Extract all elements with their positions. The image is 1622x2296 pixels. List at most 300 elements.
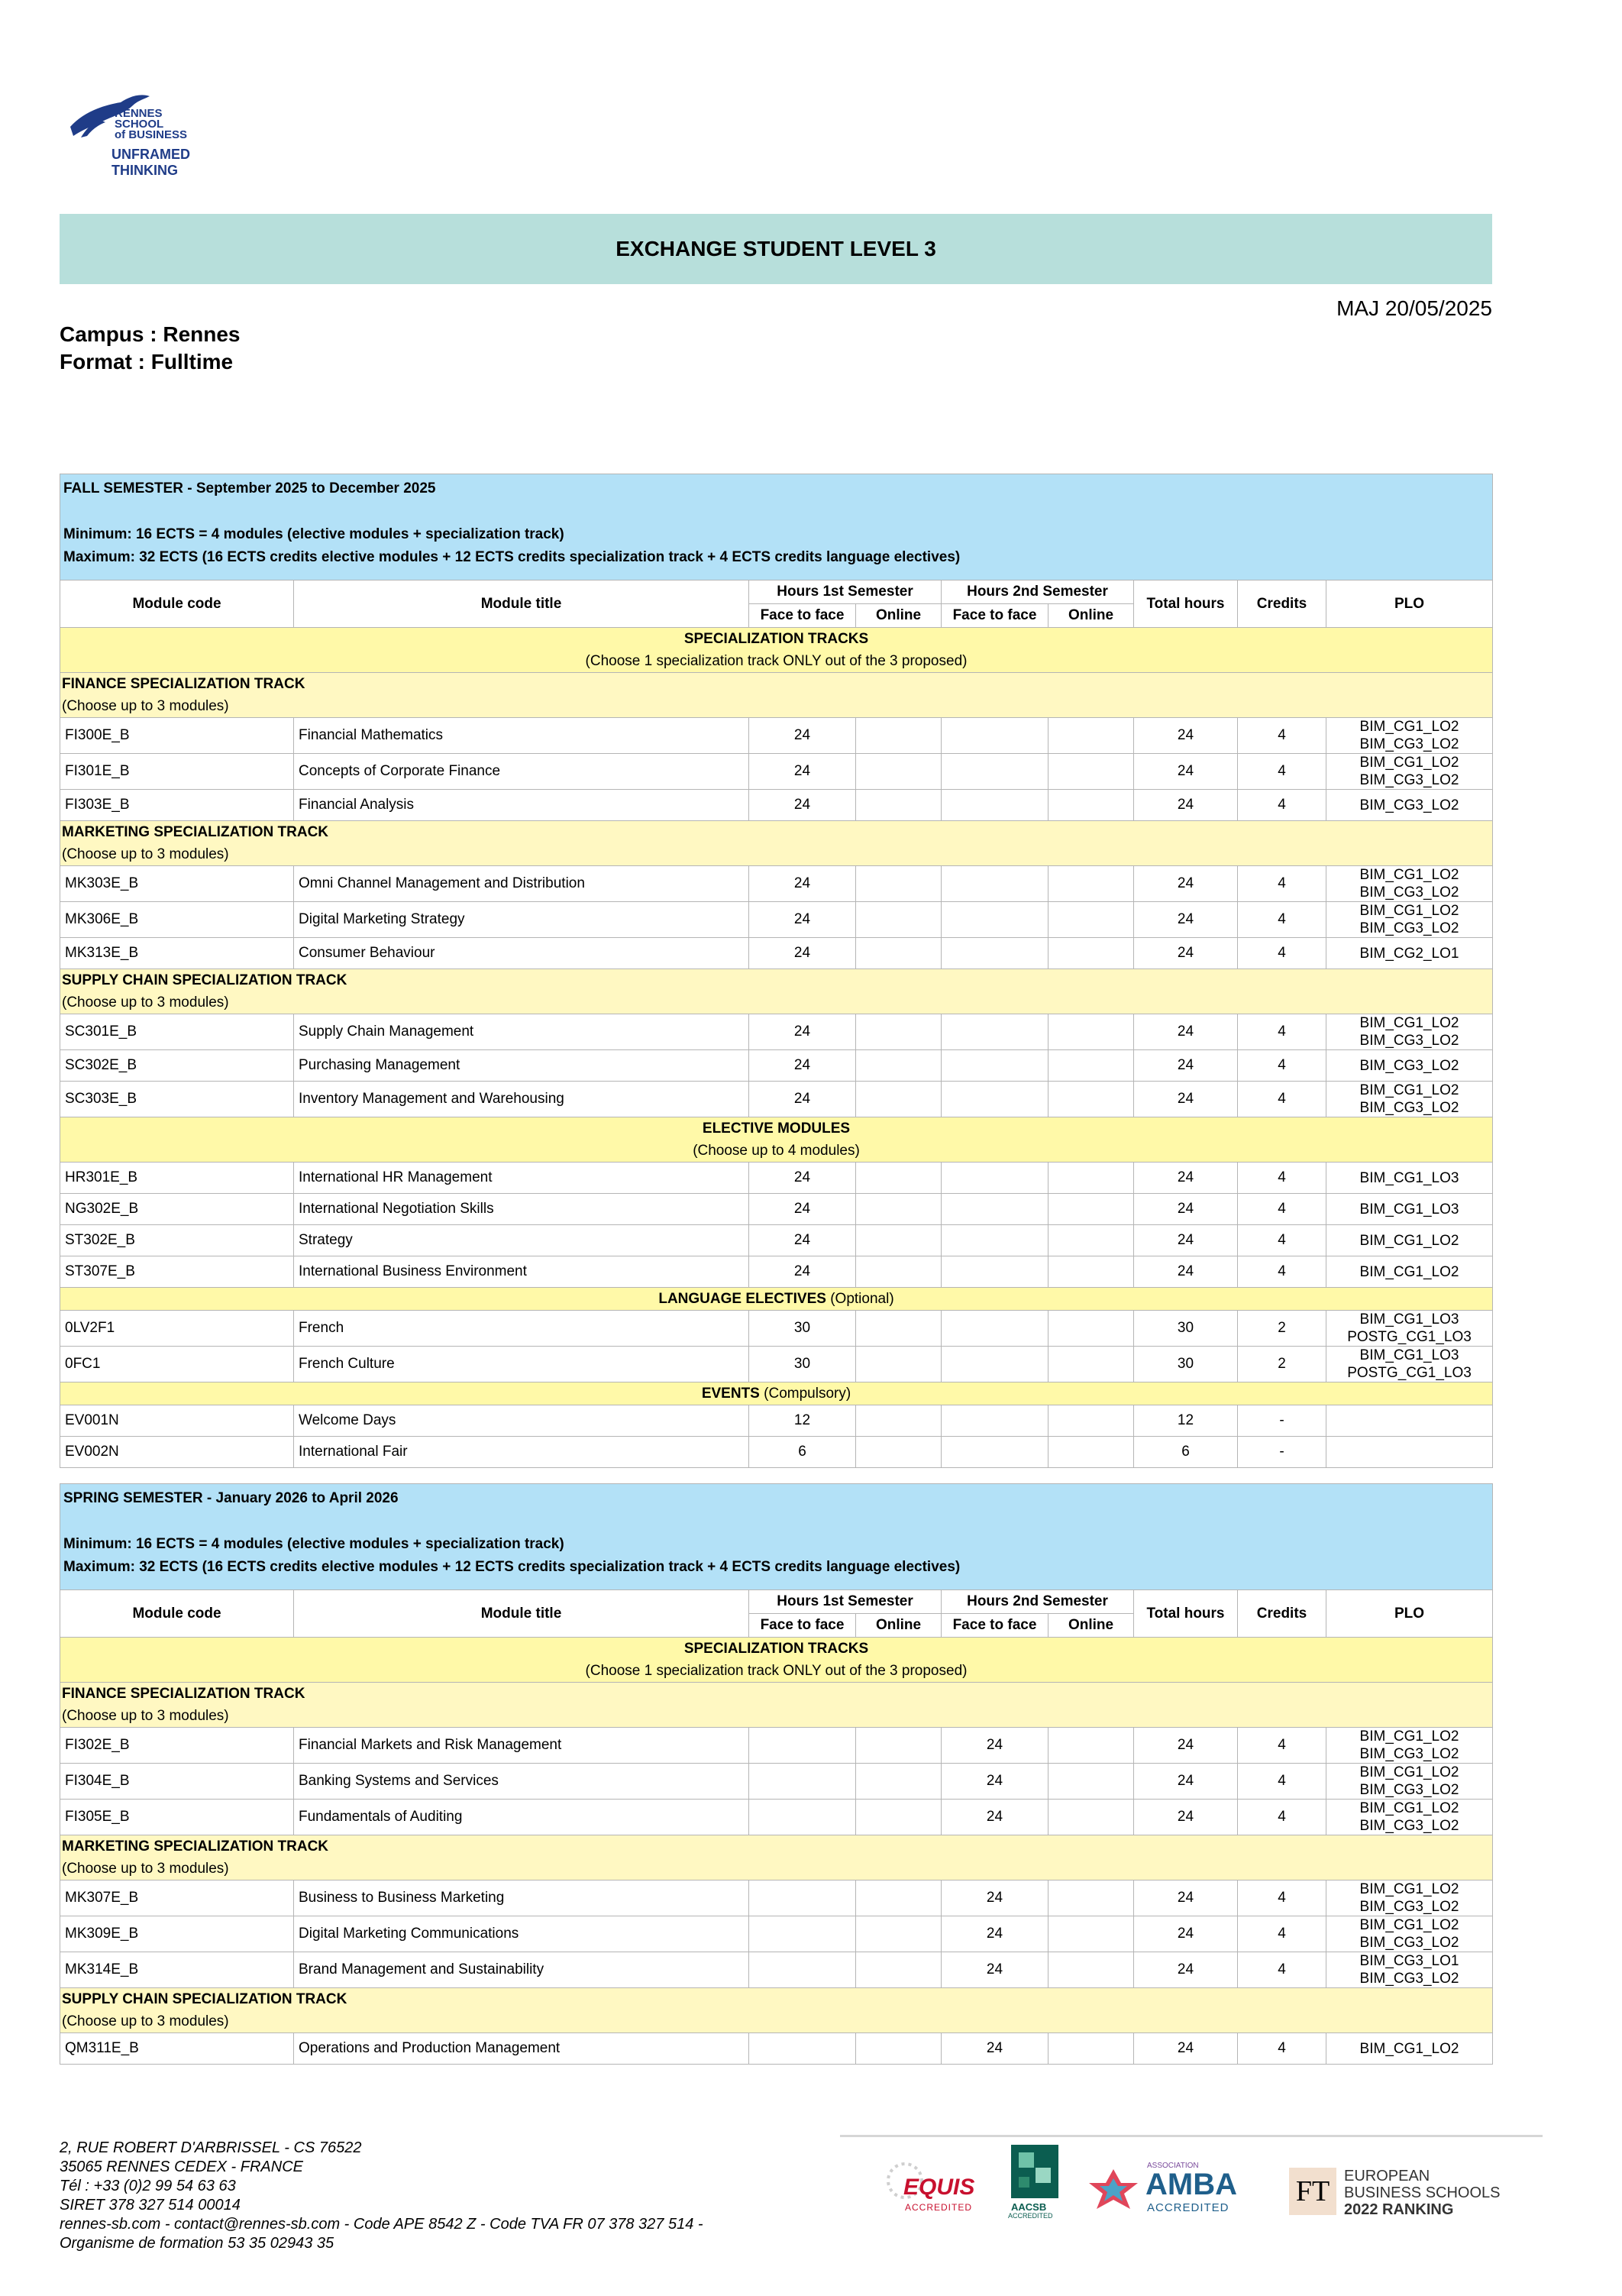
aacsb-subtext: ACCREDITED xyxy=(1008,2212,1053,2220)
hours-1st-online xyxy=(856,1225,942,1256)
plo-cell xyxy=(1326,1014,1493,1050)
col-h2-face: Face to face xyxy=(942,604,1048,628)
col-h2-online: Online xyxy=(1048,1614,1134,1638)
hours-2nd-face xyxy=(942,1014,1048,1050)
section-row xyxy=(60,1288,1493,1311)
module-code: FI302E_B xyxy=(60,1728,294,1764)
module-title: French xyxy=(294,1311,749,1347)
credits: 4 xyxy=(1238,1764,1326,1800)
hours-2nd-face: 24 xyxy=(942,2033,1048,2065)
plo-cell xyxy=(1326,1347,1493,1382)
module-code: MK306E_B xyxy=(60,902,294,938)
col-credits: Credits xyxy=(1238,580,1326,628)
total-hours: 24 xyxy=(1134,1764,1238,1800)
section-title: LANGUAGE ELECTIVES xyxy=(658,1291,826,1307)
module-code: MK307E_B xyxy=(60,1880,294,1916)
plo-cell xyxy=(1326,1405,1493,1437)
plo-cell xyxy=(1326,1163,1493,1194)
plo-value: BIM_CG3_LO2 xyxy=(1359,772,1459,788)
table-row xyxy=(60,790,1493,821)
module-title: Digital Marketing Strategy xyxy=(294,902,749,938)
hours-2nd-online xyxy=(1048,1952,1134,1988)
hours-1st-online xyxy=(856,754,942,790)
col-total-hours: Total hours xyxy=(1134,1590,1238,1638)
credits: 4 xyxy=(1238,790,1326,821)
table-row xyxy=(60,1728,1493,1764)
hours-2nd-face xyxy=(942,718,1048,754)
hours-1st-face xyxy=(749,1728,856,1764)
hours-1st-face: 24 xyxy=(749,1082,856,1117)
credits: 4 xyxy=(1238,1050,1326,1082)
module-code: MK314E_B xyxy=(60,1952,294,1988)
hours-1st-online xyxy=(856,1916,942,1952)
plo-value: BIM_CG3_LO2 xyxy=(1359,1746,1459,1762)
total-hours: 24 xyxy=(1134,1880,1238,1916)
credits: 4 xyxy=(1238,1800,1326,1835)
amba-subtext: ACCREDITED xyxy=(1147,2201,1229,2214)
footer-line: Tél : +33 (0)2 99 54 63 63 xyxy=(60,2178,236,2194)
col-module-code: Module code xyxy=(60,1590,294,1638)
credits: - xyxy=(1238,1437,1326,1468)
campus-label: Campus : Rennes xyxy=(60,322,241,346)
hours-2nd-online xyxy=(1048,790,1134,821)
module-code: SC302E_B xyxy=(60,1050,294,1082)
module-title: Concepts of Corporate Finance xyxy=(294,754,749,790)
hours-2nd-face: 24 xyxy=(942,1800,1048,1835)
update-date: MAJ 20/05/2025 xyxy=(1336,296,1492,320)
total-hours: 12 xyxy=(1134,1405,1238,1437)
module-title: Operations and Production Management xyxy=(294,2033,749,2065)
track-title: MARKETING SPECIALIZATION TRACK xyxy=(62,824,329,840)
module-title: Strategy xyxy=(294,1225,749,1256)
fall-semester-table xyxy=(60,474,1493,1468)
hours-1st-face: 12 xyxy=(749,1405,856,1437)
hours-1st-online xyxy=(856,790,942,821)
module-title: Welcome Days xyxy=(294,1405,749,1437)
table-row xyxy=(60,1311,1493,1347)
footer-line: 35065 RENNES CEDEX - FRANCE xyxy=(60,2159,303,2175)
table-row xyxy=(60,1764,1493,1800)
table-row xyxy=(60,1437,1493,1468)
campus-info xyxy=(60,321,241,376)
plo-value: BIM_CG3_LO2 xyxy=(1359,797,1459,813)
module-code: ST302E_B xyxy=(60,1225,294,1256)
total-hours: 24 xyxy=(1134,718,1238,754)
hours-1st-online xyxy=(856,1347,942,1382)
credits: 4 xyxy=(1238,866,1326,902)
total-hours: 30 xyxy=(1134,1311,1238,1347)
module-title: Omni Channel Management and Distribution xyxy=(294,866,749,902)
credits: 4 xyxy=(1238,1880,1326,1916)
fall-maximum: Maximum: 32 ECTS (16 ECTS credits elective modules + 12 ECTS credits specialization track + 4 ECTS credits language electives) xyxy=(63,549,961,565)
module-code: FI300E_B xyxy=(60,718,294,754)
plo-value: BIM_CG1_LO3 xyxy=(1359,1347,1459,1363)
hours-2nd-online xyxy=(1048,1256,1134,1288)
hours-2nd-face xyxy=(942,1405,1048,1437)
total-hours: 24 xyxy=(1134,902,1238,938)
hours-2nd-face xyxy=(942,1194,1048,1225)
hours-2nd-online xyxy=(1048,1764,1134,1800)
col-hours-2nd: Hours 2nd Semester xyxy=(942,1590,1134,1614)
module-title: Brand Management and Sustainability xyxy=(294,1952,749,1988)
credits: 4 xyxy=(1238,2033,1326,2065)
hours-1st-face xyxy=(749,1916,856,1952)
hours-1st-face: 30 xyxy=(749,1311,856,1347)
spring-minimum: Minimum: 16 ECTS = 4 modules (elective modules + specialization track) xyxy=(63,1536,564,1552)
module-code: FI303E_B xyxy=(60,790,294,821)
hours-2nd-face xyxy=(942,1437,1048,1468)
plo-value: BIM_CG3_LO1 xyxy=(1359,1953,1459,1969)
plo-value: BIM_CG1_LO2 xyxy=(1359,867,1459,883)
table-row xyxy=(60,1880,1493,1916)
hours-1st-online xyxy=(856,902,942,938)
total-hours: 24 xyxy=(1134,1194,1238,1225)
total-hours: 30 xyxy=(1134,1347,1238,1382)
section-note: (Optional) xyxy=(830,1291,894,1307)
plo-value: BIM_CG1_LO3 xyxy=(1359,1169,1459,1186)
col-total-hours: Total hours xyxy=(1134,580,1238,628)
table-row xyxy=(60,1347,1493,1382)
equis-logo xyxy=(882,2158,981,2219)
plo-value: BIM_CG3_LO2 xyxy=(1359,1899,1459,1915)
col-module-title: Module title xyxy=(294,1590,749,1638)
hours-1st-online xyxy=(856,1728,942,1764)
hours-1st-face: 24 xyxy=(749,1225,856,1256)
plo-value: BIM_CG3_LO2 xyxy=(1359,1935,1459,1951)
credits: 4 xyxy=(1238,1225,1326,1256)
credits: 4 xyxy=(1238,1256,1326,1288)
plo-value: BIM_CG2_LO1 xyxy=(1359,945,1459,962)
hours-2nd-face xyxy=(942,938,1048,969)
plo-value: BIM_CG1_LO3 xyxy=(1359,1201,1459,1218)
logo-tagline: UNFRAMED THINKING xyxy=(111,147,190,178)
table-row xyxy=(60,1163,1493,1194)
col-h1-face: Face to face xyxy=(749,604,856,628)
ft-box: FT xyxy=(1289,2168,1336,2215)
footer-divider xyxy=(840,2135,1543,2137)
section-subtitle: (Choose 1 specialization track ONLY out of the 3 proposed) xyxy=(585,1663,968,1679)
plo-value: BIM_CG1_LO2 xyxy=(1359,1917,1459,1933)
track-title: FINANCE SPECIALIZATION TRACK xyxy=(62,1686,305,1702)
section-subtitle: (Choose 1 specialization track ONLY out of the 3 proposed) xyxy=(585,653,968,669)
plo-cell xyxy=(1326,938,1493,969)
total-hours: 24 xyxy=(1134,1916,1238,1952)
equis-subtext: ACCREDITED xyxy=(905,2202,973,2213)
col-credits: Credits xyxy=(1238,1590,1326,1638)
table-row xyxy=(60,1800,1493,1835)
track-subtitle: (Choose up to 3 modules) xyxy=(62,994,229,1011)
module-title: Financial Markets and Risk Management xyxy=(294,1728,749,1764)
plo-value: BIM_CG3_LO2 xyxy=(1359,1971,1459,1987)
total-hours: 24 xyxy=(1134,1225,1238,1256)
module-code: MK309E_B xyxy=(60,1916,294,1952)
col-h1-face: Face to face xyxy=(749,1614,856,1638)
section-header xyxy=(60,628,1493,673)
page-title: EXCHANGE STUDENT LEVEL 3 xyxy=(60,214,1492,284)
amba-logo xyxy=(1084,2160,1237,2221)
footer-line: SIRET 378 327 514 00014 xyxy=(60,2197,241,2214)
hours-2nd-online xyxy=(1048,1728,1134,1764)
module-code: ST307E_B xyxy=(60,1256,294,1288)
hours-1st-face xyxy=(749,2033,856,2065)
total-hours: 24 xyxy=(1134,1800,1238,1835)
module-title: Supply Chain Management xyxy=(294,1014,749,1050)
credits: 4 xyxy=(1238,1728,1326,1764)
plo-cell xyxy=(1326,1437,1493,1468)
col-hours-1st: Hours 1st Semester xyxy=(749,1590,942,1614)
plo-value: BIM_CG1_LO2 xyxy=(1359,1800,1459,1816)
hours-2nd-face xyxy=(942,1050,1048,1082)
ft-line-1: EUROPEAN xyxy=(1344,2168,1430,2184)
track-header xyxy=(60,1683,1493,1728)
plo-value: BIM_CG3_LO2 xyxy=(1359,1100,1459,1116)
track-row xyxy=(60,1835,1493,1880)
hours-2nd-face xyxy=(942,1082,1048,1117)
plo-value: BIM_CG1_LO2 xyxy=(1359,1082,1459,1098)
credits: 4 xyxy=(1238,718,1326,754)
plo-cell xyxy=(1326,1764,1493,1800)
hours-1st-online xyxy=(856,866,942,902)
hours-1st-online xyxy=(856,1163,942,1194)
track-subtitle: (Choose up to 3 modules) xyxy=(62,1708,229,1724)
footer-address xyxy=(60,2139,703,2253)
table-row xyxy=(60,1405,1493,1437)
hours-1st-online xyxy=(856,1800,942,1835)
plo-value: BIM_CG3_LO2 xyxy=(1359,1782,1459,1798)
track-row xyxy=(60,1683,1493,1728)
hours-1st-face: 30 xyxy=(749,1347,856,1382)
total-hours: 24 xyxy=(1134,1952,1238,1988)
table-row xyxy=(60,2033,1493,2065)
module-code: FI301E_B xyxy=(60,754,294,790)
hours-1st-online xyxy=(856,1050,942,1082)
credits: 4 xyxy=(1238,1014,1326,1050)
plo-cell xyxy=(1326,1194,1493,1225)
total-hours: 24 xyxy=(1134,2033,1238,2065)
plo-value: BIM_CG1_LO2 xyxy=(1359,1728,1459,1745)
aacsb-logo xyxy=(1008,2145,1061,2221)
plo-cell xyxy=(1326,1952,1493,1988)
hours-1st-face: 24 xyxy=(749,754,856,790)
hours-1st-face: 24 xyxy=(749,902,856,938)
fall-minimum: Minimum: 16 ECTS = 4 modules (elective modules + specialization track) xyxy=(63,526,564,542)
credits: 4 xyxy=(1238,1082,1326,1117)
hours-2nd-online xyxy=(1048,1916,1134,1952)
col-plo: PLO xyxy=(1326,580,1493,628)
track-subtitle: (Choose up to 3 modules) xyxy=(62,698,229,714)
plo-cell xyxy=(1326,754,1493,790)
track-subtitle: (Choose up to 3 modules) xyxy=(62,1861,229,1877)
module-title: Business to Business Marketing xyxy=(294,1880,749,1916)
track-row xyxy=(60,821,1493,866)
plo-value: BIM_CG1_LO2 xyxy=(1359,1015,1459,1031)
total-hours: 24 xyxy=(1134,938,1238,969)
section-header xyxy=(60,1638,1493,1683)
spring-maximum: Maximum: 32 ECTS (16 ECTS credits elective modules + 12 ECTS credits specialization track + 4 ECTS credits language electives) xyxy=(63,1559,961,1575)
hours-2nd-face: 24 xyxy=(942,1916,1048,1952)
plo-value: POSTG_CG1_LO3 xyxy=(1347,1329,1472,1345)
module-title: Fundamentals of Auditing xyxy=(294,1800,749,1835)
credits: 4 xyxy=(1238,1916,1326,1952)
hours-1st-online xyxy=(856,1194,942,1225)
hours-2nd-online xyxy=(1048,902,1134,938)
module-title: Inventory Management and Warehousing xyxy=(294,1082,749,1117)
plo-cell xyxy=(1326,1050,1493,1082)
plo-cell xyxy=(1326,2033,1493,2065)
track-subtitle: (Choose up to 3 modules) xyxy=(62,2013,229,2029)
hours-2nd-online xyxy=(1048,1405,1134,1437)
plo-cell xyxy=(1326,1082,1493,1117)
plo-value: BIM_CG3_LO2 xyxy=(1359,1818,1459,1834)
hours-2nd-online xyxy=(1048,1880,1134,1916)
module-title: Banking Systems and Services xyxy=(294,1764,749,1800)
section-row xyxy=(60,1117,1493,1163)
hours-2nd-online xyxy=(1048,1163,1134,1194)
plo-cell xyxy=(1326,1225,1493,1256)
section-row xyxy=(60,1382,1493,1405)
section-subtitle: (Choose up to 4 modules) xyxy=(693,1143,860,1159)
spring-semester-table xyxy=(60,1483,1493,2065)
section-title: SPECIALIZATION TRACKS xyxy=(683,631,869,647)
hours-1st-face: 24 xyxy=(749,866,856,902)
col-h1-online: Online xyxy=(856,604,942,628)
table-row xyxy=(60,1194,1493,1225)
module-code: EV002N xyxy=(60,1437,294,1468)
hours-2nd-online xyxy=(1048,1225,1134,1256)
hours-1st-online xyxy=(856,1014,942,1050)
track-title: SUPPLY CHAIN SPECIALIZATION TRACK xyxy=(62,972,347,988)
module-title: International Negotiation Skills xyxy=(294,1194,749,1225)
col-h2-face: Face to face xyxy=(942,1614,1048,1638)
track-header xyxy=(60,1835,1493,1880)
hours-1st-online xyxy=(856,1311,942,1347)
hours-1st-face: 24 xyxy=(749,1256,856,1288)
table-row xyxy=(60,754,1493,790)
module-code: 0LV2F1 xyxy=(60,1311,294,1347)
hours-2nd-face xyxy=(942,902,1048,938)
hours-2nd-face xyxy=(942,790,1048,821)
format-label: Format : Fulltime xyxy=(60,350,234,374)
col-h1-online: Online xyxy=(856,1614,942,1638)
table-row xyxy=(60,1256,1493,1288)
credits: 4 xyxy=(1238,938,1326,969)
plo-cell xyxy=(1326,902,1493,938)
table-row xyxy=(60,1225,1493,1256)
hours-2nd-face: 24 xyxy=(942,1728,1048,1764)
plo-value: POSTG_CG1_LO3 xyxy=(1347,1365,1472,1381)
module-code: MK313E_B xyxy=(60,938,294,969)
hours-1st-face: 24 xyxy=(749,718,856,754)
plo-cell xyxy=(1326,718,1493,754)
section-title: ELECTIVE MODULES xyxy=(702,1121,851,1137)
hours-2nd-online xyxy=(1048,1082,1134,1117)
plo-value: BIM_CG3_LO2 xyxy=(1359,1057,1459,1074)
total-hours: 24 xyxy=(1134,1050,1238,1082)
col-module-code: Module code xyxy=(60,580,294,628)
plo-value: BIM_CG1_LO2 xyxy=(1359,719,1459,735)
table-row xyxy=(60,866,1493,902)
hours-2nd-online xyxy=(1048,2033,1134,2065)
hours-1st-online xyxy=(856,1405,942,1437)
hours-2nd-online xyxy=(1048,1050,1134,1082)
track-title: MARKETING SPECIALIZATION TRACK xyxy=(62,1838,329,1855)
plo-cell xyxy=(1326,866,1493,902)
hours-1st-face: 24 xyxy=(749,790,856,821)
spring-semester-header xyxy=(60,1484,1493,1590)
ft-line-2: BUSINESS SCHOOLS xyxy=(1344,2184,1501,2201)
credits: 4 xyxy=(1238,754,1326,790)
module-code: QM311E_B xyxy=(60,2033,294,2065)
hours-1st-face xyxy=(749,1800,856,1835)
module-code: NG302E_B xyxy=(60,1194,294,1225)
hours-1st-online xyxy=(856,2033,942,2065)
plo-value: BIM_CG3_LO2 xyxy=(1359,1033,1459,1049)
school-logo xyxy=(67,82,231,178)
hours-2nd-face xyxy=(942,1256,1048,1288)
plo-cell xyxy=(1326,1256,1493,1288)
plo-cell xyxy=(1326,1916,1493,1952)
plo-value: BIM_CG1_LO2 xyxy=(1359,903,1459,919)
table-row xyxy=(60,1952,1493,1988)
plo-value: BIM_CG1_LO2 xyxy=(1359,755,1459,771)
hours-2nd-face xyxy=(942,1163,1048,1194)
aacsb-text: AACSB xyxy=(1011,2201,1047,2213)
fall-title: FALL SEMESTER - September 2025 to December 2025 xyxy=(63,480,436,496)
credits: - xyxy=(1238,1405,1326,1437)
plo-cell xyxy=(1326,790,1493,821)
hours-1st-face: 24 xyxy=(749,1194,856,1225)
plo-value: BIM_CG3_LO2 xyxy=(1359,736,1459,752)
hours-2nd-online xyxy=(1048,1437,1134,1468)
hours-2nd-online xyxy=(1048,1800,1134,1835)
plo-cell xyxy=(1326,1728,1493,1764)
table-row xyxy=(60,1082,1493,1117)
credits: 4 xyxy=(1238,1952,1326,1988)
total-hours: 24 xyxy=(1134,1082,1238,1117)
section-header xyxy=(60,1382,1493,1405)
table-row xyxy=(60,902,1493,938)
track-subtitle: (Choose up to 3 modules) xyxy=(62,846,229,862)
plo-cell xyxy=(1326,1800,1493,1835)
hours-1st-face: 24 xyxy=(749,1050,856,1082)
section-row xyxy=(60,1638,1493,1683)
section-title: SPECIALIZATION TRACKS xyxy=(683,1641,869,1657)
module-title: French Culture xyxy=(294,1347,749,1382)
col-hours-1st: Hours 1st Semester xyxy=(749,580,942,604)
hours-1st-online xyxy=(856,1437,942,1468)
hours-2nd-face xyxy=(942,1347,1048,1382)
hours-2nd-online xyxy=(1048,718,1134,754)
plo-value: BIM_CG1_LO3 xyxy=(1359,1311,1459,1327)
track-title: FINANCE SPECIALIZATION TRACK xyxy=(62,676,305,692)
plo-cell xyxy=(1326,1880,1493,1916)
hours-1st-online xyxy=(856,938,942,969)
hours-1st-online xyxy=(856,1082,942,1117)
col-h2-online: Online xyxy=(1048,604,1134,628)
module-title: International HR Management xyxy=(294,1163,749,1194)
footer-line: Organisme de formation 53 35 02943 35 xyxy=(60,2235,334,2252)
hours-1st-online xyxy=(856,1764,942,1800)
hours-2nd-online xyxy=(1048,1347,1134,1382)
plo-value: BIM_CG1_LO2 xyxy=(1359,1232,1459,1249)
credits: 4 xyxy=(1238,902,1326,938)
hours-2nd-face xyxy=(942,1225,1048,1256)
footer-line: rennes-sb.com - contact@rennes-sb.com - Code APE 8542 Z - Code TVA FR 07 378 327 514 - xyxy=(60,2216,703,2233)
hours-2nd-online xyxy=(1048,866,1134,902)
amba-association: ASSOCIATION xyxy=(1147,2162,1199,2170)
hours-2nd-face: 24 xyxy=(942,1764,1048,1800)
table-row xyxy=(60,1014,1493,1050)
